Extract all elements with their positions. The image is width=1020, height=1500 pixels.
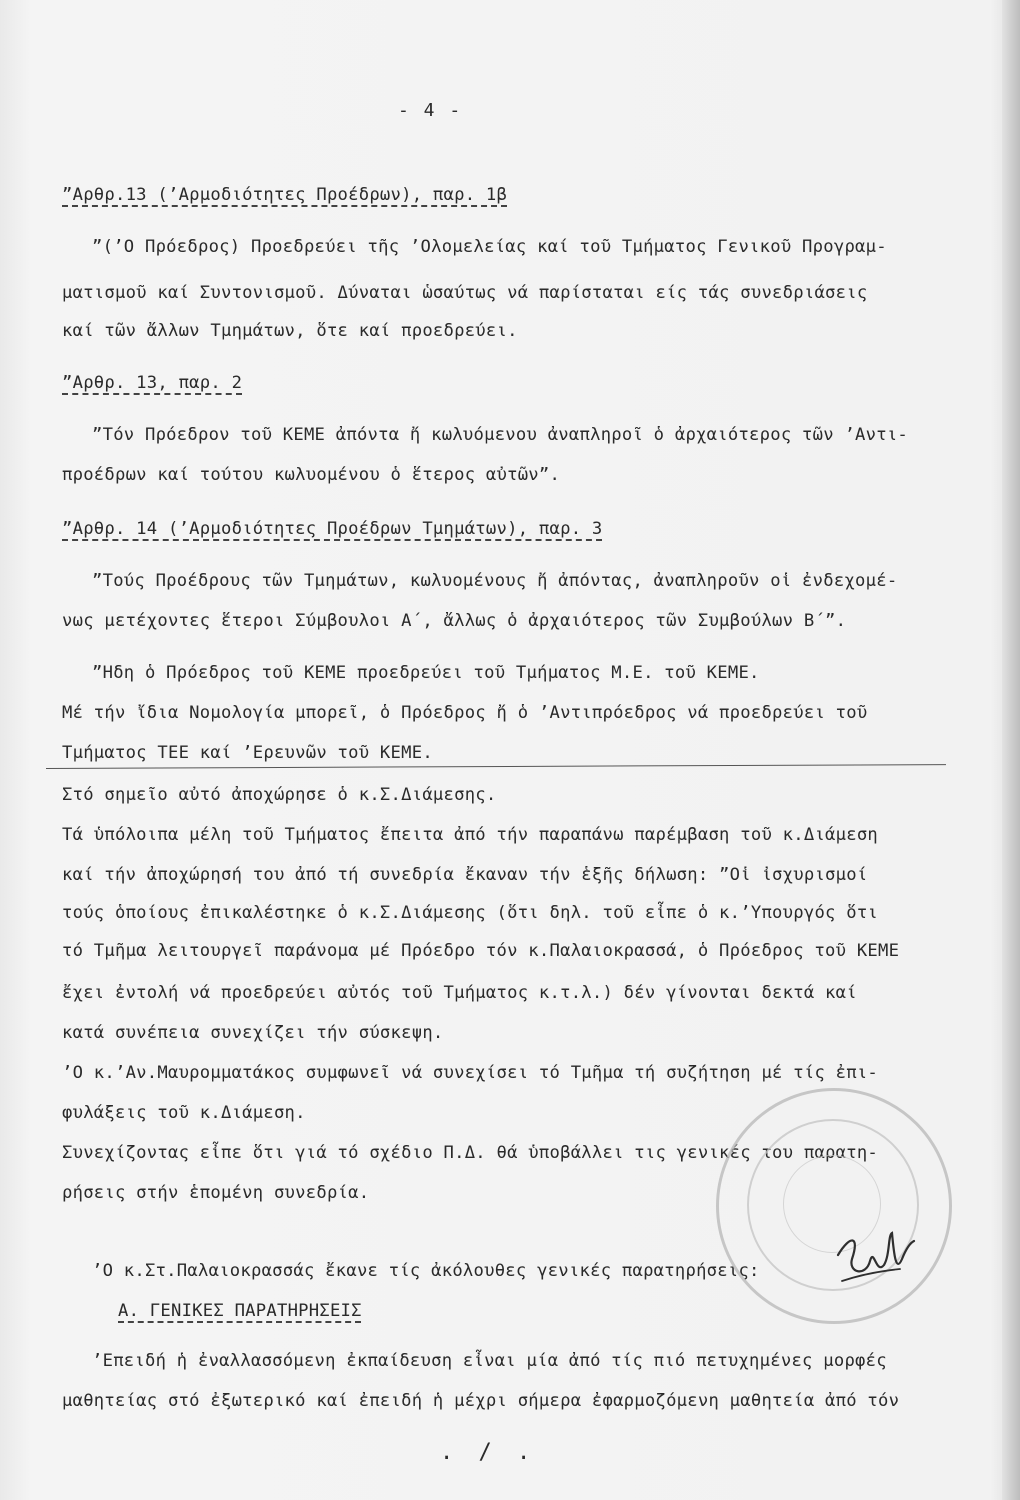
- text-line: ρήσεις στήν ἑπομένη συνεδρία.: [62, 1183, 370, 1203]
- text-line: Τμήματος ΤΕΕ καί ’Ερευνῶν τοῦ ΚΕΜΕ.: [62, 743, 433, 763]
- text-line: τούς ὁποίους ἐπικαλέστηκε ὁ κ.Σ.Διάμεσης (ὅτι δηλ. τοῦ εἶπε ὁ κ.’Υπουργός ὅτι: [62, 903, 879, 923]
- text-line: ἔχει ἐντολή νά προεδρεύει αὐτός τοῦ Τμήματος κ.τ.λ.) δέν γίνονται δεκτά καί: [62, 983, 857, 1003]
- text-line: ’Ο κ.’Αν.Μαυρομματάκος συμφωνεῖ νά συνεχίσει τό Τμῆμα τή συζήτηση μέ τίς ἐπι-: [62, 1063, 879, 1083]
- article-heading-13-2: ”Αρθρ. 13, παρ. 2: [62, 373, 243, 393]
- page-edge-shadow: [1002, 0, 1020, 1500]
- page-footer-marker: . / .: [440, 1440, 537, 1465]
- text-line: ματισμοῦ καί Συντονισμοῦ. Δύναται ὡσαύτως νά παρίσταται είς τάς συνεδριάσεις: [62, 283, 868, 303]
- text-line: ’Ο κ.Στ.Παλαιοκρασσάς ἔκανε τίς ἀκόλουθες γενικές παρατηρήσεις:: [92, 1261, 760, 1281]
- text-line: Τά ὑπόλοιπα μέλη τοῦ Τμήματος ἔπειτα ἀπό τήν παραπάνω παρέμβαση τοῦ κ.Διάμεση: [62, 825, 879, 845]
- text-line: Στό σημεῖο αὐτό ἀποχώρησε ὁ κ.Σ.Διάμεσης.: [62, 785, 497, 805]
- text-line: Μέ τήν ἴδια Νομολογία μπορεῖ, ὁ Πρόεδρος ἤ ὁ ’Αντιπρόεδρος νά προεδρεύει τοῦ: [62, 703, 868, 723]
- handwritten-signature: [830, 1225, 920, 1295]
- page-number: - 4 -: [398, 100, 463, 121]
- text-line: κατά συνέπεια συνεχίζει τήν σύσκεψη.: [62, 1023, 444, 1043]
- text-line: ’Επειδή ἡ ἐναλλασσόμενη ἐκπαίδευση εἶναι μία ἀπό τίς πιό πετυχημένες μορφές: [92, 1351, 887, 1371]
- article-heading-14-3: ”Αρθρ. 14 (’Αρμοδιότητες Προέδρων Τμημάτων), παρ. 3: [62, 519, 603, 539]
- text-line: ”Ηδη ὁ Πρόεδρος τοῦ ΚΕΜΕ προεδρεύει τοῦ Τμήματος Μ.Ε. τοῦ ΚΕΜΕ.: [92, 663, 760, 683]
- text-line: τό Τμῆμα λειτουργεῖ παράνομα μέ Πρόεδρο τόν κ.Παλαιοκρασσά, ὁ Πρόεδρος τοῦ ΚΕΜΕ: [62, 941, 900, 961]
- text-line: ”(’Ο Πρόεδρος) Προεδρεύει τῆς ’Ολομελείας καί τοῦ Τμήματος Γενικοῦ Προγραμ-: [92, 237, 887, 257]
- text-line: νως μετέχοντες ἕτεροι Σύμβουλοι Α´, ἄλλως ὁ ἀρχαιότερος τῶν Συμβούλων Β´”.: [62, 611, 847, 631]
- text-line: καί τῶν ἄλλων Τμημάτων, ὅτε καί προεδρεύει.: [62, 321, 518, 341]
- text-line: προέδρων καί τούτου κωλυομένου ὁ ἕτερος αὐτῶν”.: [62, 465, 561, 485]
- text-line: ”Τόν Πρόεδρον τοῦ ΚΕΜΕ ἀπόντα ἤ κωλυόμενου ἀναπληροῖ ὁ ἀρχαιότερος τῶν ’Αντι-: [92, 425, 909, 445]
- text-line: καί τήν ἀποχώρησή του ἀπό τή συνεδρία ἔκαναν τήν ἑξῆς δήλωση: ”Οἱ ἰσχυρισμοί: [62, 865, 868, 885]
- section-heading-a: Α. ΓΕΝΙΚΕΣ ΠΑΡΑΤΗΡΗΣΕΙΣ: [118, 1301, 362, 1321]
- text-line: φυλάξεις τοῦ κ.Διάμεση.: [62, 1103, 306, 1123]
- text-line: Συνεχίζοντας εἶπε ὅτι γιά τό σχέδιο Π.Δ. θά ὑποβάλλει τις γενικές του παρατη-: [62, 1143, 879, 1163]
- text-line: ”Τούς Προέδρους τῶν Τμημάτων, κωλυομένους ἤ ἀπόντας, ἀναπληροῦν οἱ ἐνδεχομέ-: [92, 571, 898, 591]
- text-line: μαθητείας στό ἐξωτερικό καί ἐπειδή ἡ μέχρι σήμερα ἐφαρμοζόμενη μαθητεία ἀπό τόν: [62, 1391, 900, 1411]
- article-heading-13-1b: ”Αρθρ.13 (’Αρμοδιότητες Προέδρων), παρ. 1β: [62, 185, 508, 205]
